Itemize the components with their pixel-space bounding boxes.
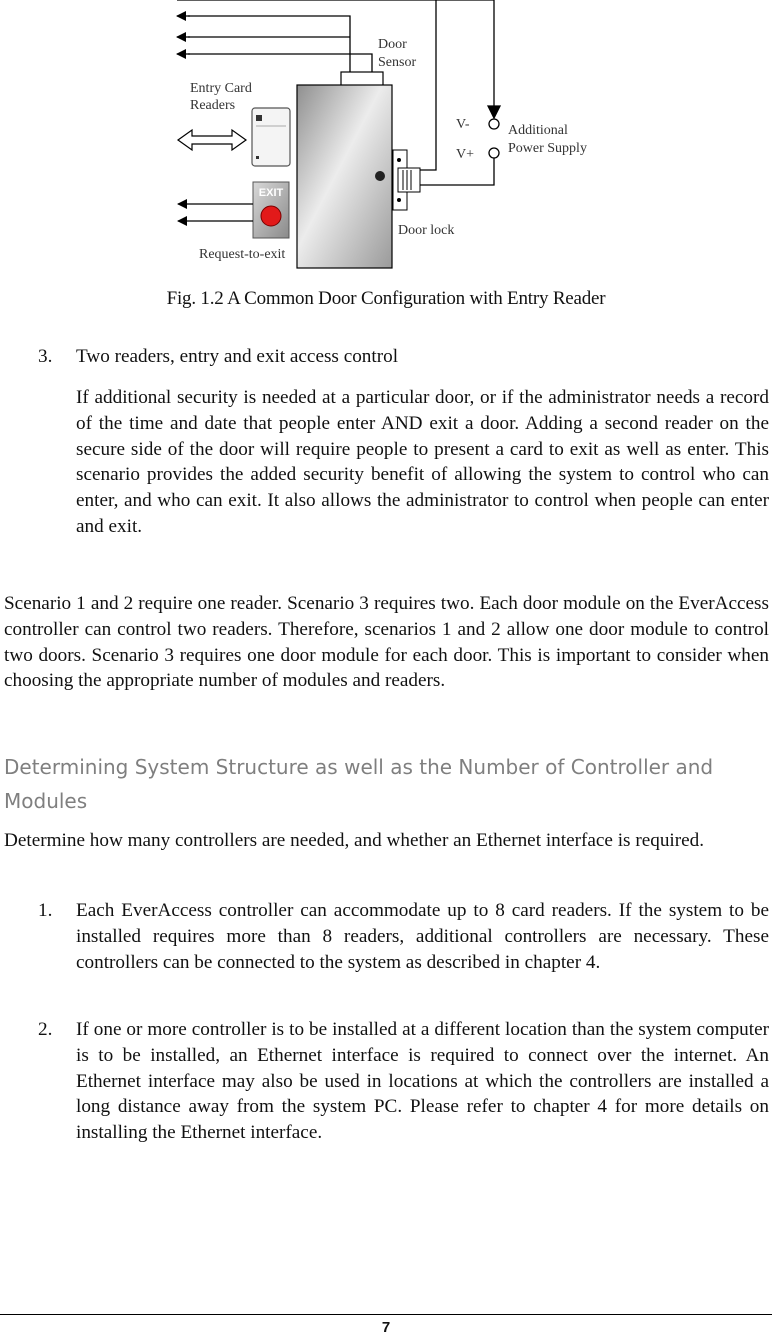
door-knob <box>375 171 385 181</box>
door-lock-label: Door lock <box>398 223 455 238</box>
v-plus-label: V+ <box>456 147 475 162</box>
power-supply-label-line2: Power Supply <box>508 141 587 156</box>
list-item-body: If additional security is needed at a particular door, or if the administrator needs a record of the time and date that people enter AND exit a door. Adding a second reader on the secure side of the door will require people to present a card to exit as well as enter. This scenario provides the added security benefit of allowing the system to control who can enter, and who can exit. It also allows the administrator to control when people can enter and exit. <box>76 387 769 537</box>
exit-wires <box>178 204 253 221</box>
door-lock <box>393 150 420 210</box>
list-number: 3. <box>38 346 53 367</box>
entry-card-readers-label-line1: Entry Card <box>190 81 252 96</box>
card-reader-device <box>252 108 290 166</box>
section-heading: Determining System Structure as well as the Number of Controller and Modules <box>4 755 714 813</box>
terminal-v-plus <box>489 148 499 158</box>
sensor-wires <box>177 16 372 72</box>
figure-caption: Fig. 1.2 A Common Door Configuration with Entry Reader <box>166 288 606 309</box>
list-item-text: Each EverAccess controller can accommodate up to 8 card readers. If the system to be installed requires more than 8 readers, additional controllers are necessary. These controllers can be connected to the system as described in chapter 4. <box>76 900 769 973</box>
request-to-exit-label: Request-to-exit <box>199 247 286 262</box>
terminal-v-minus <box>489 119 499 129</box>
v-minus-label: V- <box>456 117 470 132</box>
door-sensor-label-line2: Sensor <box>378 55 417 70</box>
power-supply-label-line1: Additional <box>508 123 568 138</box>
list-number: 2. <box>38 1019 53 1040</box>
list-number: 1. <box>38 900 53 921</box>
door-sensor-block <box>341 72 383 86</box>
entry-card-readers-label-line2: Readers <box>190 98 236 113</box>
door-sensor-label-line1: Door <box>378 37 407 52</box>
reader-data-arrow <box>178 130 246 150</box>
section-intro: Determine how many controllers are needed, and whether an Ethernet interface is required. <box>4 830 705 851</box>
exit-button-label: EXIT <box>258 187 284 199</box>
footer-rule <box>0 1314 772 1315</box>
door-configuration-diagram <box>0 0 772 275</box>
scenario-paragraph: Scenario 1 and 2 require one reader. Scenario 3 requires two. Each door module on the EverAccess controller can control two readers. Therefore, scenarios 1 and 2 allow one door module to control two doors. Scenario 3 requires one door module for each door. This is important to consider when choosing the appropriate number of modules and readers. <box>4 593 769 692</box>
list-item-text: If one or more controller is to be installed at a different location than the system computer is to be installed, an Ethernet interface is required to connect over the internet. An Ethernet interface may also be used in locations at which the controllers are installed a long distance away from the system PC. Please refer to chapter 4 for more details on installing the Ethernet interface. <box>76 1019 769 1144</box>
page-number: 7 <box>381 1319 391 1336</box>
list-item-title: Two readers, entry and exit access control <box>76 346 399 367</box>
